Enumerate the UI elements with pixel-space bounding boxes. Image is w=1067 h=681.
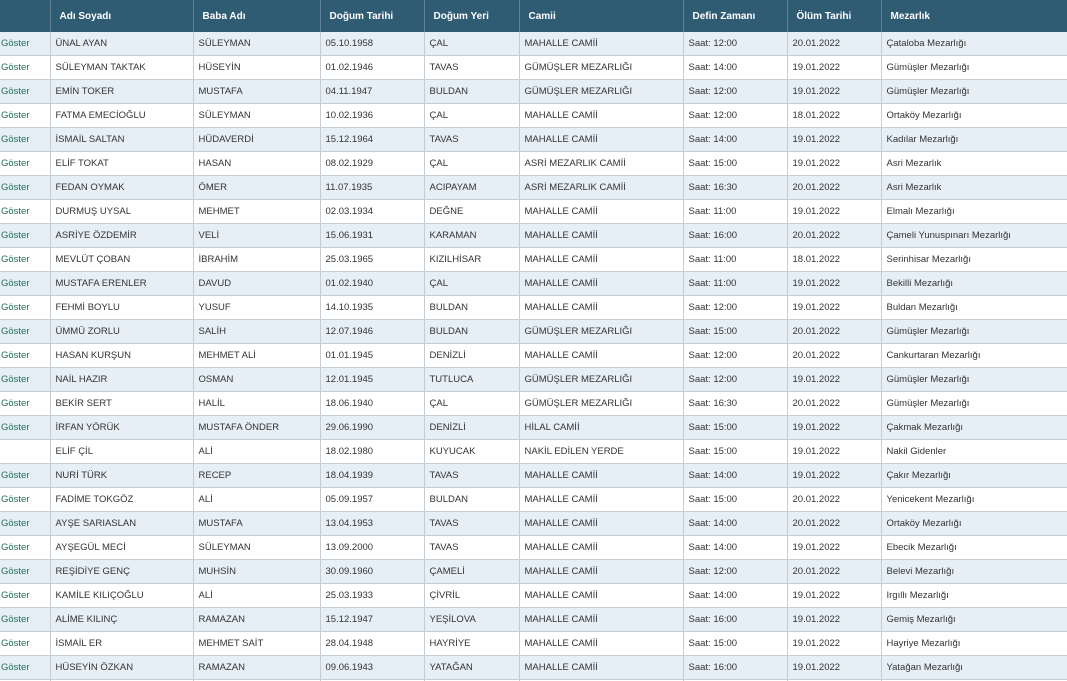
cell-mosque: MAHALLE CAMİİ bbox=[519, 104, 683, 128]
table-row bbox=[0, 368, 1067, 392]
header-name: Adı Soyadı bbox=[50, 0, 193, 32]
show-link[interactable]: Göster bbox=[0, 80, 50, 104]
cell-name: REŞİDİYE GENÇ bbox=[50, 560, 193, 584]
cell-burial-time: Saat: 15:00 bbox=[683, 632, 787, 656]
cell-birth-date: 15.06.1931 bbox=[320, 224, 424, 248]
show-link[interactable]: Göster bbox=[0, 512, 50, 536]
table-row bbox=[0, 248, 1067, 272]
cell-birth-date: 29.06.1990 bbox=[320, 416, 424, 440]
table-row bbox=[0, 344, 1067, 368]
cell-name: NURİ TÜRK bbox=[50, 464, 193, 488]
table-row bbox=[0, 584, 1067, 608]
cell-birth-place: DENİZLİ bbox=[424, 416, 519, 440]
header-death-date: Ölüm Tarihi bbox=[787, 0, 881, 32]
cell-burial-time: Saat: 14:00 bbox=[683, 56, 787, 80]
cell-father-name: OSMAN bbox=[193, 368, 320, 392]
cell-burial-time: Saat: 12:00 bbox=[683, 80, 787, 104]
cell-father-name: MUSTAFA bbox=[193, 80, 320, 104]
cell-father-name: RAMAZAN bbox=[193, 608, 320, 632]
show-link[interactable]: Göster bbox=[0, 272, 50, 296]
cell-birth-place: BULDAN bbox=[424, 80, 519, 104]
cell-father-name: HALİL bbox=[193, 392, 320, 416]
table-row bbox=[0, 296, 1067, 320]
cell-father-name: RAMAZAN bbox=[193, 656, 320, 680]
cell-death-date: 20.01.2022 bbox=[787, 320, 881, 344]
show-link[interactable]: Göster bbox=[0, 248, 50, 272]
cell-cemetery: Gümüşler Mezarlığı bbox=[881, 56, 1067, 80]
cell-birth-place: YATAĞAN bbox=[424, 656, 519, 680]
cell-burial-time: Saat: 16:00 bbox=[683, 608, 787, 632]
show-link[interactable]: Göster bbox=[0, 368, 50, 392]
cell-name: SÜLEYMAN TAKTAK bbox=[50, 56, 193, 80]
cell-birth-place: TAVAS bbox=[424, 536, 519, 560]
header-burial-time: Defin Zamanı bbox=[683, 0, 787, 32]
cell-mosque: ASRİ MEZARLIK CAMİİ bbox=[519, 152, 683, 176]
cell-birth-place: TAVAS bbox=[424, 464, 519, 488]
cell-mosque: GÜMÜŞLER MEZARLIĞI bbox=[519, 56, 683, 80]
cell-name: HASAN KURŞUN bbox=[50, 344, 193, 368]
table-row bbox=[0, 512, 1067, 536]
show-link[interactable]: Göster bbox=[0, 488, 50, 512]
cell-birth-date: 13.04.1953 bbox=[320, 512, 424, 536]
show-link[interactable]: Göster bbox=[0, 632, 50, 656]
cell-cemetery: Ebecik Mezarlığı bbox=[881, 536, 1067, 560]
cell-birth-date: 28.04.1948 bbox=[320, 632, 424, 656]
cell-name: ÜMMÜ ZORLU bbox=[50, 320, 193, 344]
cell-burial-time: Saat: 11:00 bbox=[683, 248, 787, 272]
cell-cemetery: Çakmak Mezarlığı bbox=[881, 416, 1067, 440]
cell-mosque: MAHALLE CAMİİ bbox=[519, 488, 683, 512]
cell-birth-date: 08.02.1929 bbox=[320, 152, 424, 176]
cell-death-date: 19.01.2022 bbox=[787, 464, 881, 488]
cell-mosque: MAHALLE CAMİİ bbox=[519, 248, 683, 272]
cell-cemetery: Hayriye Mezarlığı bbox=[881, 632, 1067, 656]
show-link[interactable]: Göster bbox=[0, 560, 50, 584]
cell-death-date: 19.01.2022 bbox=[787, 56, 881, 80]
cell-mosque: MAHALLE CAMİİ bbox=[519, 200, 683, 224]
cell-cemetery: Irgıllı Mezarlığı bbox=[881, 584, 1067, 608]
cell-burial-time: Saat: 16:30 bbox=[683, 392, 787, 416]
cell-burial-time: Saat: 12:00 bbox=[683, 344, 787, 368]
table-row bbox=[0, 392, 1067, 416]
cell-birth-date: 02.03.1934 bbox=[320, 200, 424, 224]
cell-mosque: MAHALLE CAMİİ bbox=[519, 296, 683, 320]
table-row bbox=[0, 488, 1067, 512]
cell-birth-date: 30.09.1960 bbox=[320, 560, 424, 584]
cell-father-name: SÜLEYMAN bbox=[193, 32, 320, 56]
cell-father-name: ALİ bbox=[193, 584, 320, 608]
show-link[interactable]: Göster bbox=[0, 392, 50, 416]
cell-birth-place: KIZILHİSAR bbox=[424, 248, 519, 272]
show-link[interactable]: Göster bbox=[0, 464, 50, 488]
cell-cemetery: Gümüşler Mezarlığı bbox=[881, 80, 1067, 104]
cell-death-date: 20.01.2022 bbox=[787, 392, 881, 416]
cell-birth-date: 14.10.1935 bbox=[320, 296, 424, 320]
cell-birth-place: ÇİVRİL bbox=[424, 584, 519, 608]
cell-father-name: HÜSEYİN bbox=[193, 56, 320, 80]
table-row bbox=[0, 464, 1067, 488]
cell-cemetery: Belevi Mezarlığı bbox=[881, 560, 1067, 584]
cell-cemetery: Gümüşler Mezarlığı bbox=[881, 368, 1067, 392]
cell-birth-place: TAVAS bbox=[424, 512, 519, 536]
show-link[interactable]: Göster bbox=[0, 56, 50, 80]
cell-father-name: MUSTAFA bbox=[193, 512, 320, 536]
cell-birth-date: 05.09.1957 bbox=[320, 488, 424, 512]
cell-mosque: MAHALLE CAMİİ bbox=[519, 656, 683, 680]
cell-birth-date: 12.01.1945 bbox=[320, 368, 424, 392]
cell-mosque: ASRİ MEZARLIK CAMİİ bbox=[519, 176, 683, 200]
table-row bbox=[0, 80, 1067, 104]
cell-birth-place: ÇAL bbox=[424, 104, 519, 128]
cell-birth-date: 13.09.2000 bbox=[320, 536, 424, 560]
show-link[interactable]: Göster bbox=[0, 344, 50, 368]
cell-cemetery: Cankurtaran Mezarlığı bbox=[881, 344, 1067, 368]
cell-father-name: İBRAHİM bbox=[193, 248, 320, 272]
cell-name: ELİF ÇİL bbox=[50, 440, 193, 464]
cell-birth-date: 09.06.1943 bbox=[320, 656, 424, 680]
cell-burial-time: Saat: 15:00 bbox=[683, 320, 787, 344]
table-row bbox=[0, 56, 1067, 80]
table-row bbox=[0, 416, 1067, 440]
cell-cemetery: Yatağan Mezarlığı bbox=[881, 656, 1067, 680]
cell-burial-time: Saat: 16:00 bbox=[683, 224, 787, 248]
cell-birth-place: KUYUCAK bbox=[424, 440, 519, 464]
show-link[interactable]: Göster bbox=[0, 32, 50, 56]
table-row bbox=[0, 272, 1067, 296]
cell-birth-place: BULDAN bbox=[424, 320, 519, 344]
cell-father-name: VELİ bbox=[193, 224, 320, 248]
cell-cemetery: Gemiş Mezarlığı bbox=[881, 608, 1067, 632]
cell-name: İRFAN YÖRÜK bbox=[50, 416, 193, 440]
cell-mosque: MAHALLE CAMİİ bbox=[519, 512, 683, 536]
cell-birth-place: TAVAS bbox=[424, 128, 519, 152]
cell-burial-time: Saat: 12:00 bbox=[683, 368, 787, 392]
table-row bbox=[0, 656, 1067, 680]
cell-birth-place: ÇAL bbox=[424, 392, 519, 416]
cell-death-date: 20.01.2022 bbox=[787, 512, 881, 536]
header-mosque: Camii bbox=[519, 0, 683, 32]
show-link[interactable]: Göster bbox=[0, 536, 50, 560]
cell-birth-place: BULDAN bbox=[424, 296, 519, 320]
cell-mosque: MAHALLE CAMİİ bbox=[519, 272, 683, 296]
cell-mosque: HİLAL CAMİİ bbox=[519, 416, 683, 440]
cell-father-name: RECEP bbox=[193, 464, 320, 488]
table-row bbox=[0, 560, 1067, 584]
cell-burial-time: Saat: 12:00 bbox=[683, 296, 787, 320]
cell-name: HÜSEYİN ÖZKAN bbox=[50, 656, 193, 680]
cell-name: AYŞEGÜL MECİ bbox=[50, 536, 193, 560]
cell-birth-date: 15.12.1964 bbox=[320, 128, 424, 152]
cell-death-date: 19.01.2022 bbox=[787, 152, 881, 176]
cell-birth-place: TAVAS bbox=[424, 56, 519, 80]
table-row bbox=[0, 320, 1067, 344]
cell-death-date: 19.01.2022 bbox=[787, 536, 881, 560]
cell-mosque: MAHALLE CAMİİ bbox=[519, 32, 683, 56]
header-row bbox=[0, 0, 1067, 32]
cell-name: ÜNAL AYAN bbox=[50, 32, 193, 56]
cell-birth-place: DEĞNE bbox=[424, 200, 519, 224]
show-link[interactable]: Göster bbox=[0, 608, 50, 632]
cell-burial-time: Saat: 14:00 bbox=[683, 536, 787, 560]
table-row bbox=[0, 104, 1067, 128]
cell-father-name: MUSTAFA ÖNDER bbox=[193, 416, 320, 440]
show-link[interactable]: Göster bbox=[0, 656, 50, 680]
cell-birth-place: HAYRİYE bbox=[424, 632, 519, 656]
cell-name: FADİME TOKGÖZ bbox=[50, 488, 193, 512]
cell-name: ASRİYE ÖZDEMİR bbox=[50, 224, 193, 248]
show-link[interactable]: Göster bbox=[0, 200, 50, 224]
cell-cemetery: Çameli Yunuspınarı Mezarlığı bbox=[881, 224, 1067, 248]
cell-birth-date: 15.12.1947 bbox=[320, 608, 424, 632]
cell-birth-date: 01.02.1946 bbox=[320, 56, 424, 80]
cell-cemetery: Nakil Gidenler bbox=[881, 440, 1067, 464]
cell-father-name: YUSUF bbox=[193, 296, 320, 320]
cell-birth-place: ÇAMELİ bbox=[424, 560, 519, 584]
cell-burial-time: Saat: 15:00 bbox=[683, 440, 787, 464]
table-row bbox=[0, 536, 1067, 560]
table-header bbox=[0, 0, 1067, 32]
cell-father-name: MEHMET SAİT bbox=[193, 632, 320, 656]
cell-burial-time: Saat: 11:00 bbox=[683, 200, 787, 224]
cell-death-date: 20.01.2022 bbox=[787, 560, 881, 584]
cell-birth-date: 18.02.1980 bbox=[320, 440, 424, 464]
cell-name: EMİN TOKER bbox=[50, 80, 193, 104]
cell-mosque: GÜMÜŞLER MEZARLIĞI bbox=[519, 320, 683, 344]
cell-death-date: 19.01.2022 bbox=[787, 608, 881, 632]
cell-name: FEDAN OYMAK bbox=[50, 176, 193, 200]
cell-birth-date: 18.04.1939 bbox=[320, 464, 424, 488]
header-birth-place: Doğum Yeri bbox=[424, 0, 519, 32]
cell-cemetery: Ortaköy Mezarlığı bbox=[881, 512, 1067, 536]
cell-name: FEHMİ BOYLU bbox=[50, 296, 193, 320]
table-row bbox=[0, 608, 1067, 632]
cell-mosque: MAHALLE CAMİİ bbox=[519, 344, 683, 368]
cell-birth-place: ÇAL bbox=[424, 152, 519, 176]
cell-burial-time: Saat: 12:00 bbox=[683, 560, 787, 584]
cell-father-name: SÜLEYMAN bbox=[193, 536, 320, 560]
show-link[interactable]: Göster bbox=[0, 104, 50, 128]
cell-mosque: MAHALLE CAMİİ bbox=[519, 128, 683, 152]
cell-death-date: 19.01.2022 bbox=[787, 440, 881, 464]
header-action bbox=[0, 0, 50, 32]
cell-burial-time: Saat: 14:00 bbox=[683, 464, 787, 488]
cell-death-date: 20.01.2022 bbox=[787, 176, 881, 200]
cell-name: NAİL HAZIR bbox=[50, 368, 193, 392]
cell-burial-time: Saat: 16:00 bbox=[683, 656, 787, 680]
cell-cemetery: Gümüşler Mezarlığı bbox=[881, 392, 1067, 416]
cell-mosque: MAHALLE CAMİİ bbox=[519, 224, 683, 248]
cell-mosque: MAHALLE CAMİİ bbox=[519, 584, 683, 608]
cell-birth-date: 01.01.1945 bbox=[320, 344, 424, 368]
cell-death-date: 19.01.2022 bbox=[787, 632, 881, 656]
header-cemetery: Mezarlık bbox=[881, 0, 1067, 32]
cell-birth-date: 10.02.1936 bbox=[320, 104, 424, 128]
cell-father-name: DAVUD bbox=[193, 272, 320, 296]
cell-cemetery: Ortaköy Mezarlığı bbox=[881, 104, 1067, 128]
cell-cemetery: Asri Mezarlık bbox=[881, 152, 1067, 176]
cell-burial-time: Saat: 12:00 bbox=[683, 32, 787, 56]
cell-name: MUSTAFA ERENLER bbox=[50, 272, 193, 296]
cell-father-name: ÖMER bbox=[193, 176, 320, 200]
show-link[interactable]: Göster bbox=[0, 416, 50, 440]
cell-death-date: 19.01.2022 bbox=[787, 584, 881, 608]
cell-name: MEVLÜT ÇOBAN bbox=[50, 248, 193, 272]
cell-name: DURMUŞ UYSAL bbox=[50, 200, 193, 224]
show-link[interactable]: Göster bbox=[0, 296, 50, 320]
cell-birth-place: DENİZLİ bbox=[424, 344, 519, 368]
table-row bbox=[0, 224, 1067, 248]
cell-death-date: 19.01.2022 bbox=[787, 200, 881, 224]
cell-cemetery: Buldan Mezarlığı bbox=[881, 296, 1067, 320]
cell-birth-place: ACIPAYAM bbox=[424, 176, 519, 200]
cell-mosque: MAHALLE CAMİİ bbox=[519, 464, 683, 488]
cell-death-date: 19.01.2022 bbox=[787, 80, 881, 104]
cell-death-date: 19.01.2022 bbox=[787, 416, 881, 440]
cell-birth-date: 05.10.1958 bbox=[320, 32, 424, 56]
cell-cemetery: Serinhisar Mezarlığı bbox=[881, 248, 1067, 272]
cell-cemetery: Çakır Mezarlığı bbox=[881, 464, 1067, 488]
cell-mosque: GÜMÜŞLER MEZARLIĞI bbox=[519, 368, 683, 392]
cell-death-date: 19.01.2022 bbox=[787, 128, 881, 152]
cell-death-date: 18.01.2022 bbox=[787, 104, 881, 128]
cell-name: BEKİR SERT bbox=[50, 392, 193, 416]
table-row bbox=[0, 440, 1067, 464]
header-father-name: Baba Adı bbox=[193, 0, 320, 32]
table-row bbox=[0, 32, 1067, 56]
cell-birth-place: ÇAL bbox=[424, 32, 519, 56]
cell-mosque: NAKİL EDİLEN YERDE bbox=[519, 440, 683, 464]
cell-mosque: GÜMÜŞLER MEZARLIĞI bbox=[519, 392, 683, 416]
cell-father-name: SÜLEYMAN bbox=[193, 104, 320, 128]
cell-birth-place: BULDAN bbox=[424, 488, 519, 512]
cell-death-date: 20.01.2022 bbox=[787, 344, 881, 368]
table-row bbox=[0, 632, 1067, 656]
cell-death-date: 19.01.2022 bbox=[787, 296, 881, 320]
cell-father-name: SALİH bbox=[193, 320, 320, 344]
cell-name: FATMA EMECİOĞLU bbox=[50, 104, 193, 128]
cell-mosque: MAHALLE CAMİİ bbox=[519, 632, 683, 656]
cell-cemetery: Çataloba Mezarlığı bbox=[881, 32, 1067, 56]
cell-cemetery: Asri Mezarlık bbox=[881, 176, 1067, 200]
cell-burial-time: Saat: 15:00 bbox=[683, 152, 787, 176]
table-row bbox=[0, 152, 1067, 176]
cell-cemetery: Bekilli Mezarlığı bbox=[881, 272, 1067, 296]
cell-mosque: MAHALLE CAMİİ bbox=[519, 536, 683, 560]
table-body bbox=[0, 32, 1067, 681]
cell-father-name: MUHSİN bbox=[193, 560, 320, 584]
cell-burial-time: Saat: 14:00 bbox=[683, 584, 787, 608]
cell-burial-time: Saat: 16:30 bbox=[683, 176, 787, 200]
show-link bbox=[0, 440, 50, 464]
cell-father-name: ALİ bbox=[193, 488, 320, 512]
show-link[interactable]: Göster bbox=[0, 128, 50, 152]
cell-burial-time: Saat: 12:00 bbox=[683, 104, 787, 128]
cell-birth-date: 25.03.1965 bbox=[320, 248, 424, 272]
cell-birth-place: KARAMAN bbox=[424, 224, 519, 248]
cell-cemetery: Elmalı Mezarlığı bbox=[881, 200, 1067, 224]
cell-burial-time: Saat: 15:00 bbox=[683, 416, 787, 440]
cell-death-date: 19.01.2022 bbox=[787, 368, 881, 392]
cell-burial-time: Saat: 11:00 bbox=[683, 272, 787, 296]
table-row bbox=[0, 128, 1067, 152]
cell-death-date: 20.01.2022 bbox=[787, 488, 881, 512]
cell-burial-time: Saat: 14:00 bbox=[683, 512, 787, 536]
cell-birth-date: 01.02.1940 bbox=[320, 272, 424, 296]
cell-name: AYŞE SARIASLAN bbox=[50, 512, 193, 536]
cell-mosque: GÜMÜŞLER MEZARLIĞI bbox=[519, 80, 683, 104]
show-link[interactable]: Göster bbox=[0, 176, 50, 200]
cell-father-name: HÜDAVERDİ bbox=[193, 128, 320, 152]
cell-cemetery: Yenicekent Mezarlığı bbox=[881, 488, 1067, 512]
cell-death-date: 19.01.2022 bbox=[787, 656, 881, 680]
cell-cemetery: Gümüşler Mezarlığı bbox=[881, 320, 1067, 344]
header-birth-date: Doğum Tarihi bbox=[320, 0, 424, 32]
show-link[interactable]: Göster bbox=[0, 224, 50, 248]
cell-father-name: MEHMET bbox=[193, 200, 320, 224]
cell-cemetery: Kadılar Mezarlığı bbox=[881, 128, 1067, 152]
cell-birth-place: ÇAL bbox=[424, 272, 519, 296]
cell-mosque: MAHALLE CAMİİ bbox=[519, 608, 683, 632]
cell-name: İSMAİL SALTAN bbox=[50, 128, 193, 152]
cell-birth-date: 25.03.1933 bbox=[320, 584, 424, 608]
cell-burial-time: Saat: 15:00 bbox=[683, 488, 787, 512]
cell-birth-place: YEŞİLOVA bbox=[424, 608, 519, 632]
cell-death-date: 19.01.2022 bbox=[787, 272, 881, 296]
cell-father-name: HASAN bbox=[193, 152, 320, 176]
cell-birth-date: 11.07.1935 bbox=[320, 176, 424, 200]
cell-name: İSMAİL ER bbox=[50, 632, 193, 656]
cell-burial-time: Saat: 14:00 bbox=[683, 128, 787, 152]
cell-father-name: ALİ bbox=[193, 440, 320, 464]
table-row bbox=[0, 200, 1067, 224]
cell-name: ELİF TOKAT bbox=[50, 152, 193, 176]
cell-death-date: 20.01.2022 bbox=[787, 32, 881, 56]
cell-birth-date: 18.06.1940 bbox=[320, 392, 424, 416]
cell-death-date: 20.01.2022 bbox=[787, 224, 881, 248]
cell-death-date: 18.01.2022 bbox=[787, 248, 881, 272]
show-link[interactable]: Göster bbox=[0, 584, 50, 608]
cell-father-name: MEHMET ALİ bbox=[193, 344, 320, 368]
cell-birth-date: 12.07.1946 bbox=[320, 320, 424, 344]
show-link[interactable]: Göster bbox=[0, 152, 50, 176]
cell-mosque: MAHALLE CAMİİ bbox=[519, 560, 683, 584]
table-row bbox=[0, 176, 1067, 200]
cell-name: KAMİLE KILIÇOĞLU bbox=[50, 584, 193, 608]
cell-name: ALİME KILINÇ bbox=[50, 608, 193, 632]
cell-birth-place: TUTLUCA bbox=[424, 368, 519, 392]
show-link[interactable]: Göster bbox=[0, 320, 50, 344]
cell-birth-date: 04.11.1947 bbox=[320, 80, 424, 104]
